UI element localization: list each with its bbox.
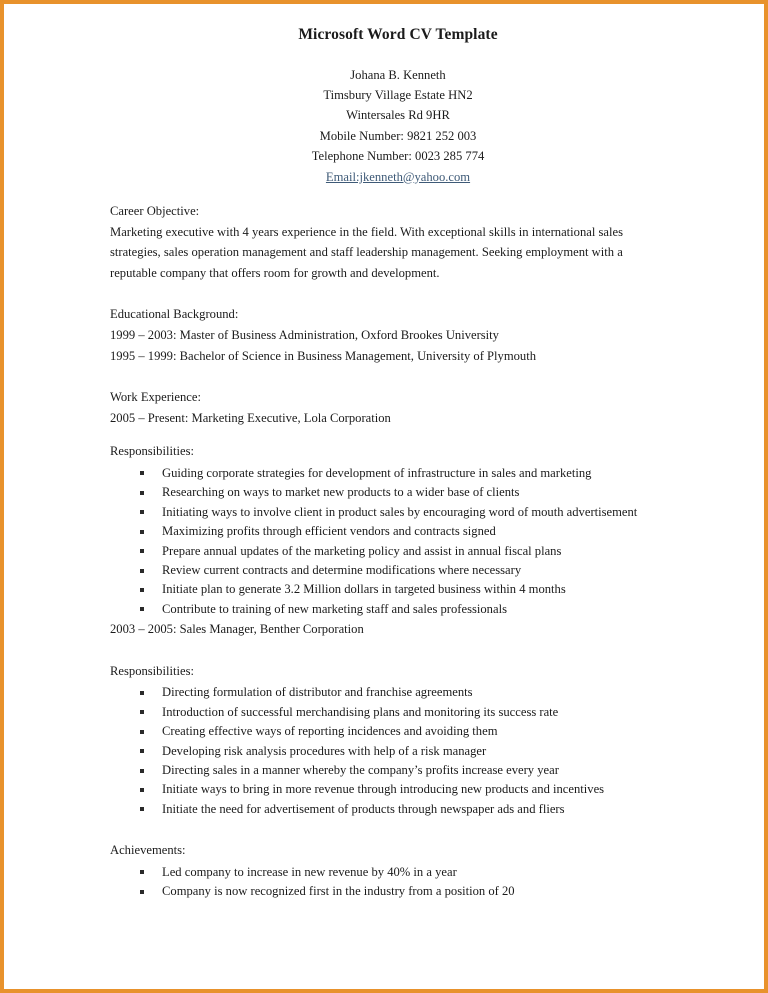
contact-block (110, 65, 680, 187)
square-bullet-icon (140, 788, 144, 792)
list-item (110, 503, 680, 522)
square-bullet-icon (140, 691, 144, 695)
list-item-text: Led company to increase in new revenue by 40% in a year (162, 864, 457, 879)
list-item-text: Contribute to training of new marketing staff and sales professionals (162, 601, 507, 616)
list-item-text: Creating effective ways of reporting incidences and avoiding them (162, 724, 498, 739)
list-item-text: Company is now recognized first in the industry from a position of 20 (162, 884, 515, 899)
square-bullet-icon (140, 890, 144, 894)
responsibilities-heading: Responsibilities: (110, 444, 194, 459)
education-heading: Educational Background: (110, 307, 239, 322)
list-item (110, 580, 680, 599)
list-item (110, 882, 680, 901)
list-item (110, 722, 680, 741)
email-link[interactable]: Email:jkenneth@yahoo.com (325, 169, 471, 184)
list-item-text: Initiating ways to involve client in product sales by encouraging word of mouth advertisement (162, 504, 638, 519)
contact-mobile: Mobile Number: 9821 252 003 (319, 128, 477, 143)
square-bullet-icon (140, 710, 144, 714)
list-item (110, 800, 680, 819)
list-item-text: Initiate the need for advertisement of products through newspaper ads and fliers (162, 801, 565, 816)
square-bullet-icon (140, 549, 144, 553)
list-item-text: Directing formulation of distributor and franchise agreements (162, 685, 473, 700)
spacer (110, 283, 680, 304)
education-entry: 1999 – 2003: Master of Business Administration, Oxford Brookes University (110, 328, 499, 342)
list-item-text: Introduction of successful merchandising plans and monitoring its success rate (162, 704, 559, 719)
square-bullet-icon (140, 769, 144, 773)
job-title-line: 2005 – Present: Marketing Executive, Lola Corporation (110, 410, 391, 425)
square-bullet-icon (140, 870, 144, 874)
achievements-heading: Achievements: (110, 843, 186, 858)
list-item-text: Maximizing profits through efficient vendors and contracts signed (162, 524, 496, 539)
page-title: Microsoft Word CV Template (298, 26, 498, 43)
spacer (110, 819, 680, 840)
list-item (110, 683, 680, 702)
square-bullet-icon (140, 730, 144, 734)
contact-address-line-1: Timsbury Village Estate HN2 (323, 88, 473, 102)
list-item-text: Researching on ways to market new products to a wider base of clients (162, 485, 520, 500)
list-item-text: Initiate ways to bring in more revenue through introducing new products and incentives (162, 782, 605, 797)
contact-name: Johana B. Kenneth (350, 67, 446, 82)
list-item-text: Directing sales in a manner whereby the company’s profits increase every year (162, 763, 559, 778)
list-item (110, 561, 680, 580)
square-bullet-icon (140, 749, 144, 753)
work-experience-heading: Work Experience: (110, 390, 201, 405)
education-entry: 1995 – 1999: Bachelor of Science in Business Management, University of Plymouth (110, 348, 537, 363)
list-item-text: Developing risk analysis procedures with help of a risk manager (162, 743, 487, 758)
list-item-text: Review current contracts and determine modifications where necessary (162, 563, 522, 577)
square-bullet-icon (140, 510, 144, 514)
square-bullet-icon (140, 471, 144, 475)
list-item (110, 483, 680, 502)
list-item (110, 600, 680, 619)
list-item (110, 742, 680, 761)
contact-address-line-2: Wintersales Rd 9HR (346, 108, 450, 123)
list-item (110, 703, 680, 722)
responsibilities-list (110, 683, 680, 819)
list-item-text: Initiate plan to generate 3.2 Million dollars in targeted business within 4 months (162, 582, 566, 597)
square-bullet-icon (140, 607, 144, 611)
list-item (110, 780, 680, 799)
list-item (110, 863, 680, 882)
document-sheet (4, 4, 764, 989)
spacer (110, 366, 680, 387)
square-bullet-icon (140, 807, 144, 811)
contact-email-wrapper (116, 167, 680, 187)
responsibilities-list (110, 464, 680, 619)
career-objective-heading: Career Objective: (110, 204, 200, 219)
list-item (110, 522, 680, 541)
spacer (110, 640, 680, 661)
contact-telephone: Telephone Number: 0023 285 774 (311, 149, 485, 164)
list-item (110, 542, 680, 561)
list-item-text: Guiding corporate strategies for development of infrastructure in sales and marketing (162, 465, 592, 480)
list-item (110, 464, 680, 483)
square-bullet-icon (140, 530, 144, 534)
responsibilities-heading: Responsibilities: (110, 663, 194, 678)
list-item (110, 761, 680, 780)
job-title-line: 2003 – 2005: Sales Manager, Benther Corporation (110, 622, 364, 637)
square-bullet-icon (140, 569, 144, 573)
square-bullet-icon (140, 588, 144, 592)
career-objective-text: Marketing executive with 4 years experience in the field. With exceptional skills in international sales strategies, sales operation management and staff leadership management. Seeking employment with a reputable company that offers room for growth and development. (110, 224, 623, 280)
achievements-list (110, 863, 680, 902)
list-item-text: Prepare annual updates of the marketing policy and assist in annual fiscal plans (162, 543, 562, 558)
square-bullet-icon (140, 491, 144, 495)
spacer (110, 428, 680, 441)
